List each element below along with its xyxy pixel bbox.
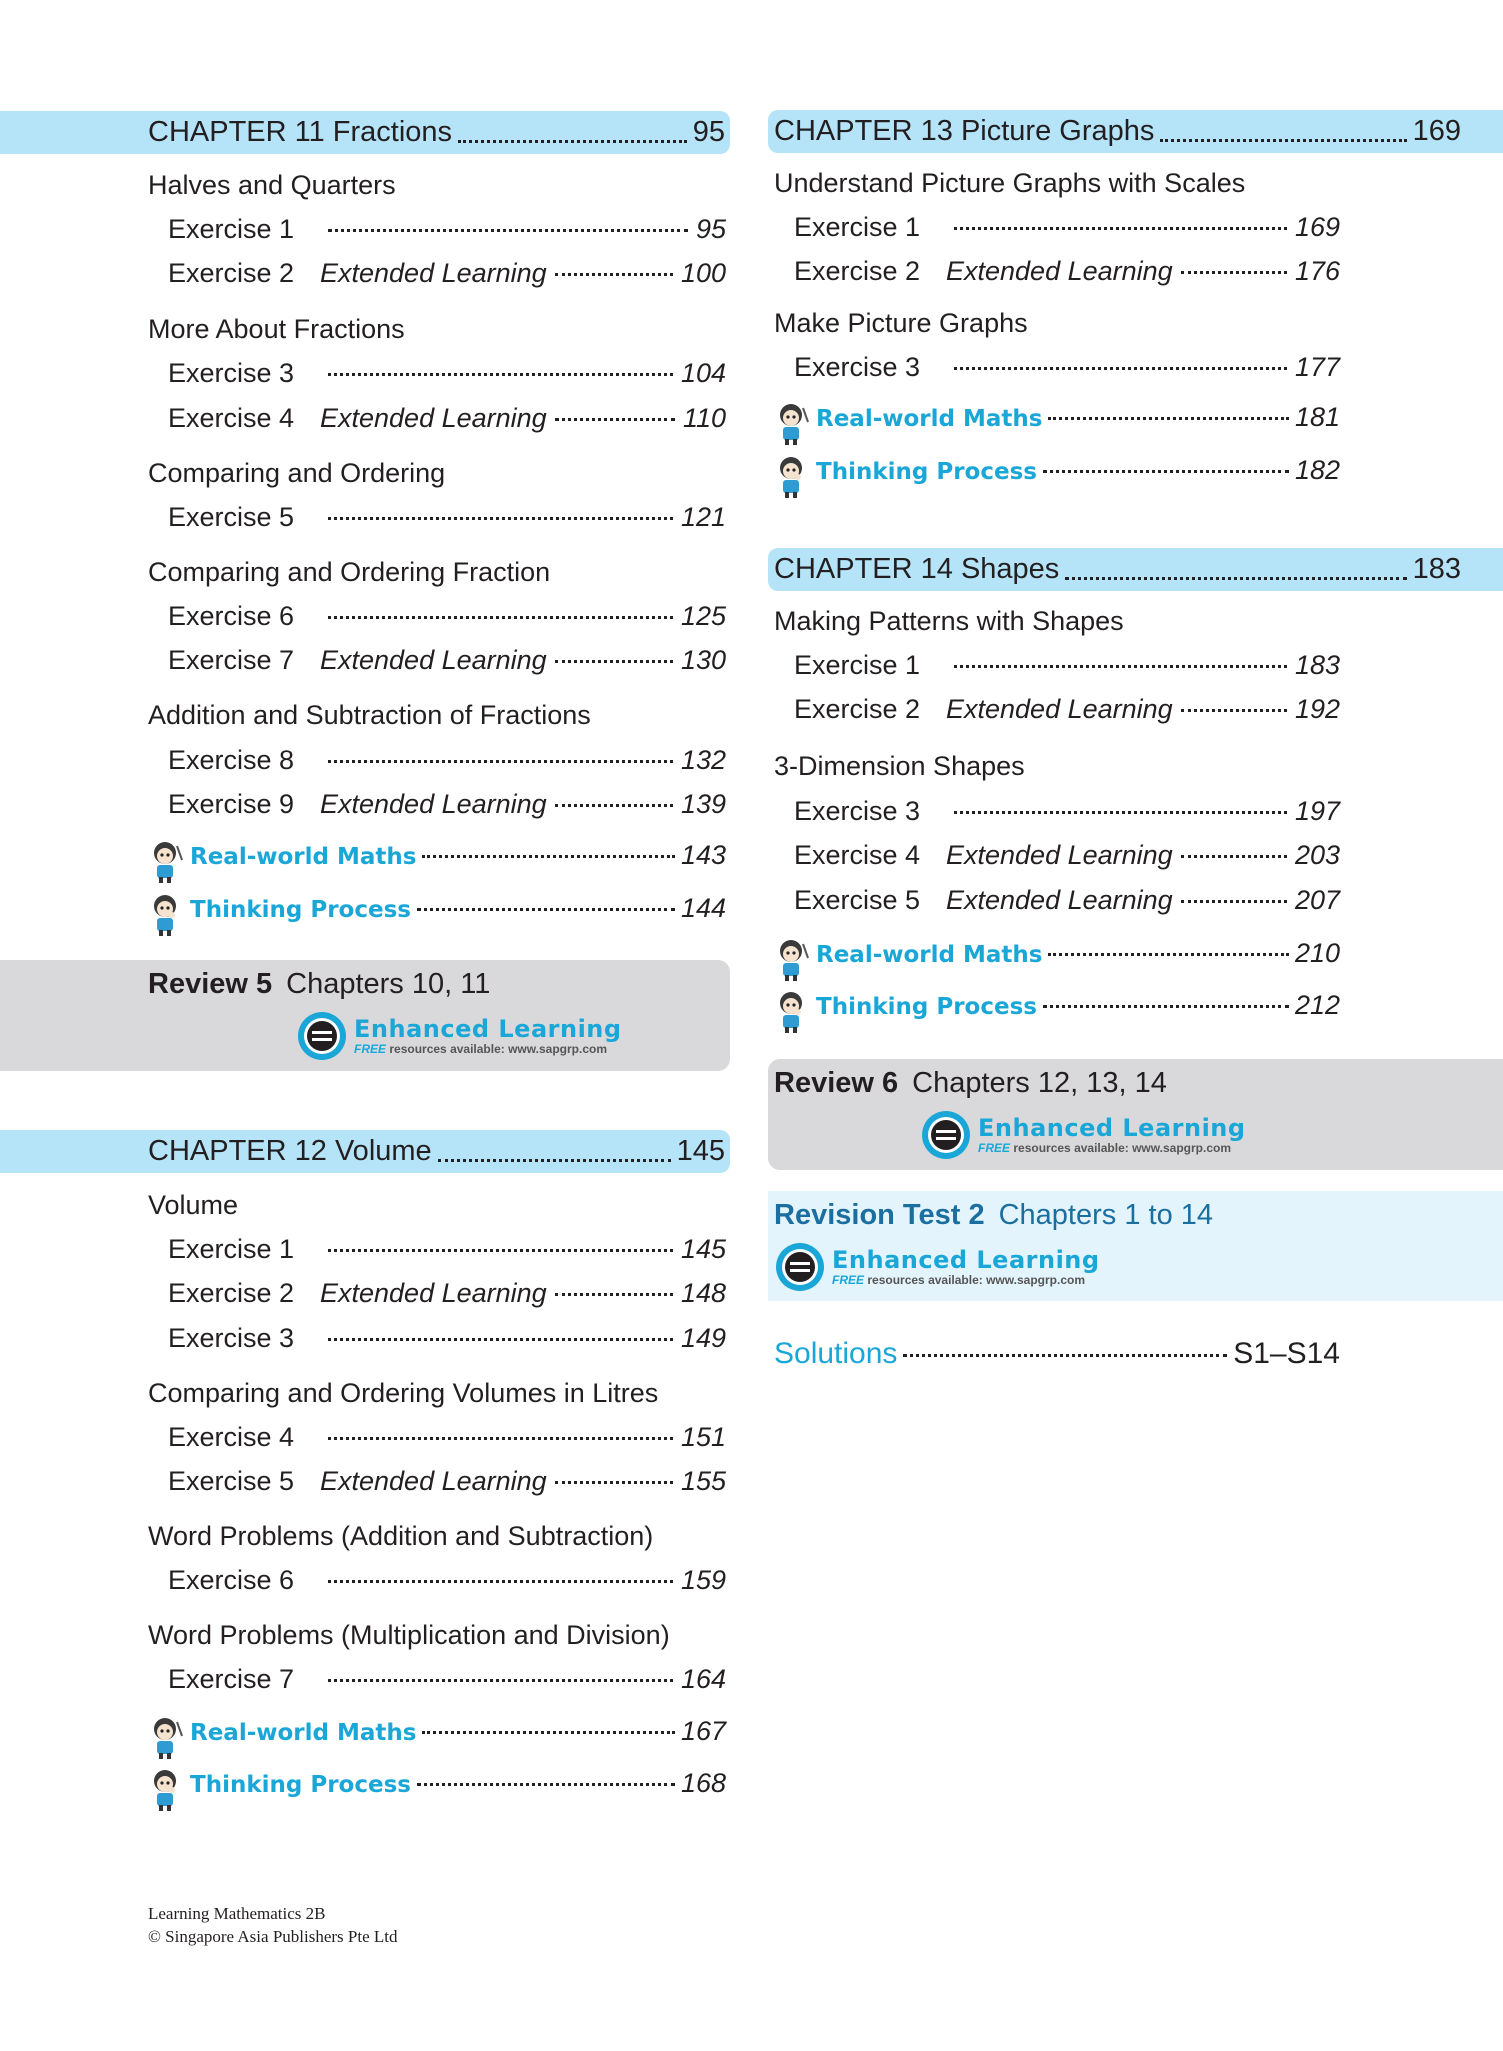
section-title: Comparing and Ordering Volumes in Litres	[148, 1378, 659, 1408]
boy-character-icon	[148, 840, 186, 884]
boy-thinking-icon	[148, 1768, 186, 1812]
real-world-maths-entry[interactable]: Real-world Maths 181	[774, 402, 1340, 446]
thinking-process-entry[interactable]: Thinking Process 182	[774, 455, 1340, 499]
thinking-process-entry[interactable]: Thinking Process 168	[148, 1768, 726, 1812]
chapter-title: CHAPTER 12 Volume	[148, 1135, 432, 1167]
enhanced-learning-icon	[920, 1109, 972, 1161]
review-6-box[interactable]	[768, 1059, 1503, 1170]
real-world-maths-entry[interactable]: Real-world Maths 143	[148, 840, 726, 884]
toc-entry[interactable]: Exercise 7 164	[168, 1664, 726, 1694]
toc-entry[interactable]: Exercise 6 159	[168, 1565, 726, 1595]
toc-entry[interactable]: Exercise 6 125	[168, 601, 726, 631]
footer-copyright: © Singapore Asia Publishers Pte Ltd	[148, 1927, 398, 1946]
enhanced-learning-icon	[774, 1241, 826, 1293]
page-number: 183	[1412, 553, 1461, 585]
toc-entry[interactable]: Exercise 9 Extended Learning 139	[168, 789, 726, 819]
boy-character-icon	[774, 938, 812, 982]
toc-entry[interactable]: Exercise 4 Extended Learning 110	[168, 403, 726, 433]
section-title: Comparing and Ordering Fraction	[148, 557, 551, 587]
toc-entry[interactable]: Exercise 5 Extended Learning 155	[168, 1466, 726, 1496]
page-number: 145	[676, 1135, 725, 1167]
toc-entry[interactable]: Exercise 4 151	[168, 1422, 726, 1452]
solutions-title: Solutions	[774, 1337, 898, 1370]
toc-entry[interactable]: Exercise 2 Extended Learning 148	[168, 1278, 726, 1308]
toc-entry[interactable]: Exercise 2 Extended Learning 100	[168, 258, 726, 288]
boy-thinking-icon	[774, 990, 812, 1034]
chapter-title: CHAPTER 14 Shapes	[774, 553, 1060, 585]
section-title: Understand Picture Graphs with Scales	[774, 168, 1246, 198]
solutions-pages: S1–S14	[1233, 1337, 1340, 1370]
revision-title: Revision Test 2	[774, 1199, 985, 1231]
enhanced-learning-icon	[296, 1010, 348, 1062]
chapter-12-header[interactable]	[0, 1130, 730, 1173]
toc-entry[interactable]: Exercise 3 149	[168, 1323, 726, 1353]
real-world-maths-entry[interactable]: Real-world Maths 210	[774, 938, 1340, 982]
toc-entry[interactable]: Exercise 1 183	[794, 650, 1340, 680]
page-number: 169	[1412, 115, 1461, 147]
toc-entry[interactable]: Exercise 8 132	[168, 745, 726, 775]
chapter-title: CHAPTER 13 Picture Graphs	[774, 115, 1155, 147]
thinking-process-entry[interactable]: Thinking Process 144	[148, 893, 726, 937]
review-5-box[interactable]	[0, 960, 730, 1071]
toc-entry[interactable]: Exercise 1 145	[168, 1234, 726, 1264]
section-title: Comparing and Ordering	[148, 458, 446, 488]
boy-character-icon	[774, 402, 812, 446]
chapter-title: CHAPTER 11 Fractions	[148, 116, 453, 148]
section-title: Word Problems (Multiplication and Division)	[148, 1620, 670, 1650]
real-world-maths-entry[interactable]: Real-world Maths 167	[148, 1716, 726, 1760]
review-title: Review 5	[148, 968, 273, 1000]
toc-entry[interactable]: Exercise 7 Extended Learning 130	[168, 645, 726, 675]
solutions-entry[interactable]	[774, 1337, 1340, 1371]
boy-character-icon	[148, 1716, 186, 1760]
footer-book-title: Learning Mathematics 2B	[148, 1904, 326, 1923]
chapter-14-header[interactable]	[768, 548, 1503, 591]
section-title: Making Patterns with Shapes	[774, 606, 1124, 636]
section-title: More About Fractions	[148, 314, 405, 344]
toc-entry[interactable]: Exercise 5 121	[168, 502, 726, 532]
review-subtitle: Chapters 12, 13, 14	[912, 1067, 1167, 1099]
toc-entry[interactable]: Exercise 1 169	[794, 212, 1340, 242]
enhanced-learning-badge[interactable]: Enhanced Learning FREE resources available: www.sapgrp.com	[296, 1010, 622, 1062]
section-title: Volume	[148, 1190, 239, 1220]
chapter-13-header[interactable]	[768, 110, 1503, 153]
review-subtitle: Chapters 10, 11	[286, 968, 491, 1000]
section-title: Halves and Quarters	[148, 170, 396, 200]
toc-entry[interactable]: Exercise 3 104	[168, 358, 726, 388]
boy-thinking-icon	[774, 455, 812, 499]
boy-thinking-icon	[148, 893, 186, 937]
toc-entry[interactable]: Exercise 3 177	[794, 352, 1340, 382]
enhanced-learning-badge[interactable]: Enhanced Learning FREE resources available: www.sapgrp.com	[774, 1241, 1100, 1293]
footer	[148, 1902, 398, 1948]
thinking-process-entry[interactable]: Thinking Process 212	[774, 990, 1340, 1034]
section-title: Word Problems (Addition and Subtraction)	[148, 1521, 654, 1551]
page-number: 95	[692, 116, 725, 148]
section-title: Addition and Subtraction of Fractions	[148, 700, 591, 730]
revision-subtitle: Chapters 1 to 14	[998, 1199, 1214, 1231]
toc-entry[interactable]: Exercise 1 95	[168, 214, 726, 244]
review-title: Review 6	[774, 1067, 899, 1099]
section-title: 3-Dimension Shapes	[774, 751, 1025, 781]
chapter-11-header[interactable]	[0, 111, 730, 154]
section-title: Make Picture Graphs	[774, 308, 1028, 338]
toc-entry[interactable]: Exercise 4 Extended Learning 203	[794, 840, 1340, 870]
revision-test-2-box[interactable]	[768, 1191, 1503, 1301]
toc-entry[interactable]: Exercise 2 Extended Learning 192	[794, 694, 1340, 724]
enhanced-learning-badge[interactable]: Enhanced Learning FREE resources available: www.sapgrp.com	[920, 1109, 1246, 1161]
toc-entry[interactable]: Exercise 2 Extended Learning 176	[794, 256, 1340, 286]
toc-entry[interactable]: Exercise 5 Extended Learning 207	[794, 885, 1340, 915]
toc-entry[interactable]: Exercise 3 197	[794, 796, 1340, 826]
